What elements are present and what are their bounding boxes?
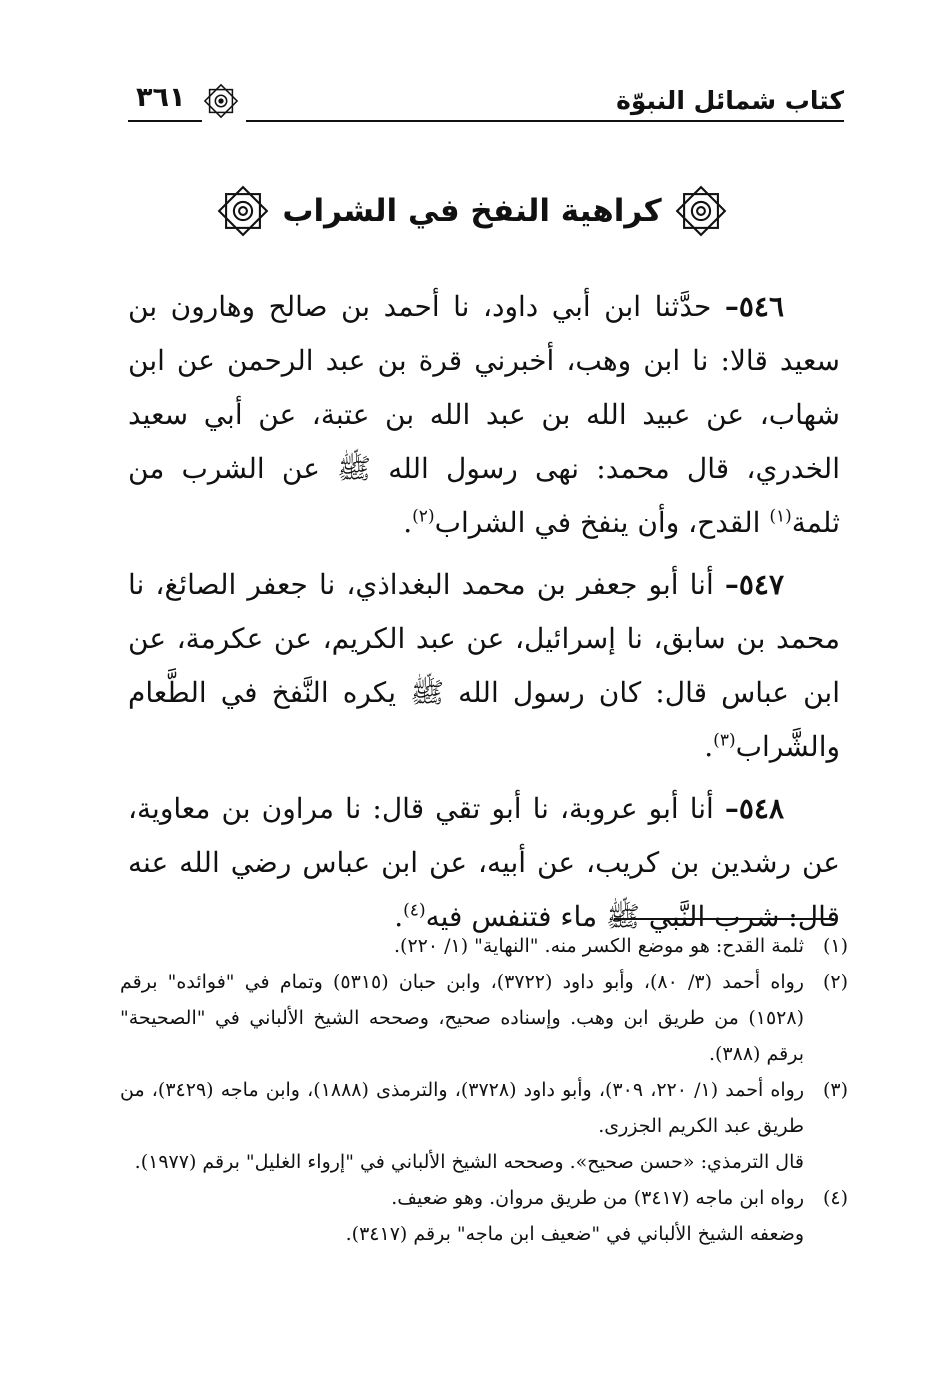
footnote-text: رواه أحمد (١/ ٢٢٠، ٣٠٩)، وأبو داود (٣٧٢٨)، والترمذى (١٨٨٨)، وابن ماجه (٣٤٢٩)، من طريق عبد الكريم الجزرى.	[120, 1079, 805, 1137]
footnote	[120, 1180, 848, 1252]
footnote-number: (٢)	[822, 971, 848, 993]
hadith-end: .	[394, 900, 404, 933]
footnote	[120, 928, 848, 964]
hadith-number: ٥٤٨–	[724, 792, 784, 825]
page-number-rule	[128, 120, 202, 122]
hadith-text: القدح، وأن ينفخ في الشراب	[434, 506, 770, 539]
main-text	[128, 280, 840, 952]
star-ornament-icon	[202, 82, 240, 120]
footnote-ref[interactable]: (٢)	[412, 506, 435, 527]
hadith-text: أنا أبو جعفر بن محمد البغداذي، نا جعفر الصائغ، نا محمد بن سابق، نا إسرائيل، عن عبد الكريم، عن عكرمة، عن ابن عباس قال: كان رسول الله ﷺ يكره النَّفخ في الطَّعام والشَّراب	[128, 568, 840, 763]
footnote-separator	[614, 918, 834, 920]
hadith-paragraph	[128, 558, 840, 774]
footnote-text: رواه ابن ماجه (٣٤١٧) من طريق مروان. وهو ضعيف.	[391, 1187, 804, 1209]
header-rule	[246, 120, 844, 122]
footnote-ref[interactable]: (٣)	[713, 730, 736, 751]
book-title: كتاب شمائل النبوّة	[616, 86, 844, 115]
footnote-text: ثلمة القدح: هو موضع الكسر منه. "النهاية" (١/ ٢٢٠).	[393, 935, 804, 957]
hadith-end: .	[704, 730, 714, 763]
footnote	[120, 1072, 848, 1180]
hadith-paragraph	[128, 280, 840, 550]
footnote-text: قال الترمذي: «حسن صحيح». وصححه الشيخ الألباني في "إرواء الغليل" برقم (١٩٧٧).	[134, 1151, 804, 1173]
footnote-text: رواه أحمد (٣/ ٨٠)، وأبو داود (٣٧٢٢)، وابن حبان (٥٣١٥) وتمام في "فوائده" برقم (١٥٢٨) من طريق ابن وهب. وإسناده صحيح، وصححه الشيخ الألباني في "الصحيحة" برقم (٣٨٨).	[120, 971, 804, 1065]
footnote-text: وضعفه الشيخ الألباني في "ضعيف ابن ماجه" برقم (٣٤١٧).	[345, 1223, 804, 1245]
hadith-number: ٥٤٧–	[724, 568, 784, 601]
footnote-ref[interactable]: (٤)	[403, 900, 426, 921]
footnote	[120, 964, 848, 1072]
page-number: ٣٦١	[136, 82, 186, 113]
footnote-ref[interactable]: (١)	[769, 506, 792, 527]
footnote-number: (٣)	[822, 1079, 848, 1101]
hadith-text: حدَّثنا ابن أبي داود، نا أحمد بن صالح وهارون بن سعيد قالا: نا ابن وهب، أخبرني قرة بن عبد الرحمن عن ابن شهاب، عن عبيد الله بن عبد الله بن عتبة، عن أبي سعيد الخدري، قال محمد: نهى رسول الله ﷺ عن الشرب من ثلمة	[128, 290, 840, 539]
hadith-end: .	[403, 506, 413, 539]
star-ornament-icon	[217, 185, 269, 237]
hadith-number: ٥٤٦–	[724, 290, 784, 323]
section-heading	[0, 185, 944, 237]
section-title: كراهية النفخ في الشراب	[282, 193, 662, 229]
footnotes	[120, 928, 848, 1252]
star-ornament-icon	[675, 185, 727, 237]
footnote-number: (٤)	[822, 1187, 848, 1209]
running-header	[128, 70, 844, 130]
footnote-number: (١)	[822, 935, 848, 957]
hadith-text: أنا أبو عروبة، نا أبو تقي قال: نا مراون بن معاوية، عن رشدين بن كريب، عن أبيه، عن ابن عباس رضي الله عنه قال: شرب النَّبي ﷺ ماء فتنفس فيه	[128, 792, 840, 933]
